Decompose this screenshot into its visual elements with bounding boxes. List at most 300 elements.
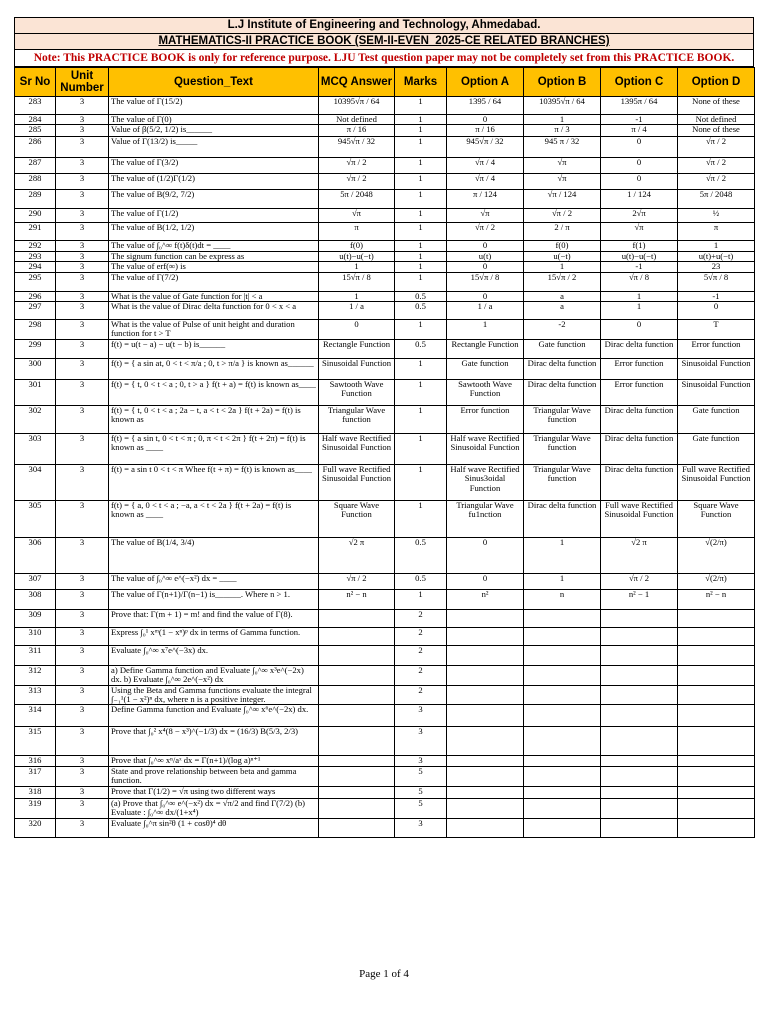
cell-option-d (678, 766, 755, 786)
cell-option-d: Square Wave Function (678, 500, 755, 537)
cell-option-d: Sinusoidal Function (678, 358, 755, 379)
cell-option-a: 1 (447, 320, 524, 340)
cell-option-a (447, 645, 524, 665)
cell-sr-no: 318 (15, 786, 56, 798)
table-row (15, 645, 755, 665)
cell-unit-number: 3 (56, 786, 109, 798)
cell-option-c: n² − 1 (601, 589, 678, 609)
cell-option-a: √π / 4 (447, 158, 524, 174)
table-row (15, 302, 755, 320)
cell-mcq-answer (319, 685, 395, 705)
cell-option-b: Triangular Wave function (524, 433, 601, 464)
table-row (15, 537, 755, 573)
cell-mcq-answer: Triangular Wave function (319, 405, 395, 433)
cell-option-c (601, 798, 678, 818)
cell-unit-number: 3 (56, 405, 109, 433)
cell-option-b: Dirac delta function (524, 358, 601, 379)
cell-sr-no: 313 (15, 685, 56, 705)
table-row (15, 115, 755, 125)
cell-option-d: u(t)+u(−t) (678, 251, 755, 261)
cell-question-text: The value of ∫₀^∞ f(t)δ(t)dt = ____ (109, 241, 319, 251)
cell-option-d: 5√π / 8 (678, 272, 755, 291)
practice-book-sheet (14, 17, 754, 838)
cell-mcq-answer: π / 16 (319, 125, 395, 137)
cell-option-c: -1 (601, 262, 678, 272)
cell-mcq-answer: √π / 2 (319, 158, 395, 174)
cell-option-c (601, 727, 678, 756)
table-row (15, 97, 755, 115)
cell-marks: 2 (395, 627, 447, 645)
table-row (15, 320, 755, 340)
cell-option-a: Gate function (447, 358, 524, 379)
table-row (15, 190, 755, 209)
cell-option-a: 1395 / 64 (447, 97, 524, 115)
cell-option-d: None of these (678, 125, 755, 137)
cell-option-b: √π / 124 (524, 190, 601, 209)
cell-unit-number: 3 (56, 190, 109, 209)
cell-option-a (447, 766, 524, 786)
cell-sr-no: 310 (15, 627, 56, 645)
cell-option-a: 1 / a (447, 302, 524, 320)
cell-option-b: -2 (524, 320, 601, 340)
table-row (15, 756, 755, 766)
cell-question-text: The value of B(9/2, 7/2) (109, 190, 319, 209)
cell-question-text: The value of Γ(n+1)/Γ(n−1) is______. Where n > 1. (109, 589, 319, 609)
cell-option-b: Dirac delta function (524, 500, 601, 537)
cell-marks: 0.5 (395, 302, 447, 320)
cell-option-b (524, 627, 601, 645)
table-row (15, 251, 755, 261)
cell-sr-no: 288 (15, 174, 56, 190)
table-row (15, 818, 755, 837)
cell-sr-no: 293 (15, 251, 56, 261)
cell-unit-number: 3 (56, 609, 109, 627)
cell-question-text: The value of ∫₀^∞ e^(−x²) dx = ____ (109, 573, 319, 589)
cell-option-a: 0 (447, 262, 524, 272)
cell-sr-no: 319 (15, 798, 56, 818)
table-row (15, 500, 755, 537)
cell-option-d: √π / 2 (678, 137, 755, 158)
cell-mcq-answer (319, 609, 395, 627)
cell-option-b: √π / 2 (524, 209, 601, 223)
cell-unit-number: 3 (56, 573, 109, 589)
cell-option-d: Error function (678, 339, 755, 358)
cell-sr-no: 297 (15, 302, 56, 320)
cell-option-c (601, 685, 678, 705)
cell-option-a: Rectangle Function (447, 339, 524, 358)
cell-option-c (601, 627, 678, 645)
cell-mcq-answer: Rectangle Function (319, 339, 395, 358)
cell-mcq-answer (319, 818, 395, 837)
cell-option-a (447, 818, 524, 837)
cell-unit-number: 3 (56, 339, 109, 358)
cell-unit-number: 3 (56, 223, 109, 241)
cell-mcq-answer: 1 (319, 262, 395, 272)
cell-option-b (524, 645, 601, 665)
table-row (15, 405, 755, 433)
cell-option-c: Error function (601, 358, 678, 379)
cell-marks: 1 (395, 320, 447, 340)
cell-unit-number: 3 (56, 665, 109, 685)
col-sr-no: Sr No (15, 68, 56, 97)
cell-mcq-answer: 10395√π / 64 (319, 97, 395, 115)
cell-option-a (447, 627, 524, 645)
cell-marks: 1 (395, 272, 447, 291)
cell-option-b: √π (524, 174, 601, 190)
table-row (15, 137, 755, 158)
cell-marks: 5 (395, 786, 447, 798)
cell-marks: 0.5 (395, 339, 447, 358)
cell-unit-number: 3 (56, 262, 109, 272)
cell-option-c (601, 756, 678, 766)
cell-marks: 1 (395, 97, 447, 115)
cell-option-b: 10395√π / 64 (524, 97, 601, 115)
cell-question-text: What is the value of Pulse of unit height and duration function for t > T (109, 320, 319, 340)
cell-option-a: 0 (447, 573, 524, 589)
cell-option-c: √π / 8 (601, 272, 678, 291)
cell-marks: 5 (395, 766, 447, 786)
cell-unit-number: 3 (56, 589, 109, 609)
cell-option-a: Half wave Rectified Sinusoidal Function (447, 433, 524, 464)
cell-unit-number: 3 (56, 766, 109, 786)
cell-sr-no: 291 (15, 223, 56, 241)
question-table (14, 67, 755, 838)
table-row (15, 272, 755, 291)
cell-question-text: Prove that Γ(1/2) = √π using two different ways (109, 786, 319, 798)
cell-mcq-answer: 1 / a (319, 302, 395, 320)
cell-option-d (678, 727, 755, 756)
cell-sr-no: 308 (15, 589, 56, 609)
cell-sr-no: 298 (15, 320, 56, 340)
cell-option-c: u(t)−u(−t) (601, 251, 678, 261)
cell-option-c: -1 (601, 115, 678, 125)
cell-option-d (678, 786, 755, 798)
cell-option-d (678, 665, 755, 685)
table-row (15, 209, 755, 223)
cell-unit-number: 3 (56, 379, 109, 405)
cell-option-c: Dirac delta function (601, 339, 678, 358)
cell-marks: 1 (395, 137, 447, 158)
cell-unit-number: 3 (56, 645, 109, 665)
cell-mcq-answer: 1 (319, 291, 395, 301)
cell-sr-no: 290 (15, 209, 56, 223)
cell-question-text: The value of B(1/4, 3/4) (109, 537, 319, 573)
col-unit-number: Unit Number (56, 68, 109, 97)
table-row (15, 291, 755, 301)
cell-marks: 1 (395, 464, 447, 500)
cell-question-text: Express ∫₀¹ xᵐ(1 − xⁿ)ᵖ dx in terms of Gamma function. (109, 627, 319, 645)
cell-option-a: Sawtooth Wave Function (447, 379, 524, 405)
cell-sr-no: 317 (15, 766, 56, 786)
col-option-c: Option C (601, 68, 678, 97)
cell-question-text: f(t) = { a, 0 < t < a ; −a, a < t < 2a } f(t + 2a) = f(t) is known as ____ (109, 500, 319, 537)
cell-option-b: 15√π / 2 (524, 272, 601, 291)
cell-option-d: -1 (678, 291, 755, 301)
cell-option-d: Gate function (678, 405, 755, 433)
cell-mcq-answer: n² − n (319, 589, 395, 609)
table-row (15, 158, 755, 174)
cell-mcq-answer: 15√π / 8 (319, 272, 395, 291)
cell-marks: 3 (395, 727, 447, 756)
cell-mcq-answer (319, 756, 395, 766)
cell-option-b (524, 665, 601, 685)
cell-unit-number: 3 (56, 627, 109, 645)
cell-option-b (524, 756, 601, 766)
cell-option-b: 2 / π (524, 223, 601, 241)
cell-question-text: Define Gamma function and Evaluate ∫₀^∞ x⁶e^(−2x) dx. (109, 705, 319, 727)
cell-marks: 1 (395, 190, 447, 209)
cell-question-text: The value of erf(∞) is (109, 262, 319, 272)
cell-sr-no: 320 (15, 818, 56, 837)
cell-unit-number: 3 (56, 125, 109, 137)
cell-unit-number: 3 (56, 137, 109, 158)
cell-option-c: Dirac delta function (601, 405, 678, 433)
cell-marks: 2 (395, 665, 447, 685)
cell-option-d: Sinusoidal Function (678, 379, 755, 405)
cell-sr-no: 304 (15, 464, 56, 500)
cell-marks: 3 (395, 705, 447, 727)
table-header-row (15, 68, 755, 97)
cell-option-c: 1 / 124 (601, 190, 678, 209)
cell-marks: 1 (395, 251, 447, 261)
cell-mcq-answer: 5π / 2048 (319, 190, 395, 209)
table-row (15, 727, 755, 756)
cell-sr-no: 299 (15, 339, 56, 358)
cell-option-b: u(−t) (524, 251, 601, 261)
cell-option-b: f(0) (524, 241, 601, 251)
cell-question-text: The signum function can be express as (109, 251, 319, 261)
cell-marks: 2 (395, 645, 447, 665)
cell-question-text: f(t) = { t, 0 < t < a ; 0, t > a } f(t + a) = f(t) is known as____ (109, 379, 319, 405)
cell-option-d (678, 645, 755, 665)
cell-option-d: Gate function (678, 433, 755, 464)
cell-option-b (524, 705, 601, 727)
cell-option-c: Dirac delta function (601, 464, 678, 500)
cell-mcq-answer: u(t)−u(−t) (319, 251, 395, 261)
cell-option-d: √π / 2 (678, 158, 755, 174)
cell-option-c: Full wave Rectified Sinusoidal Function (601, 500, 678, 537)
cell-sr-no: 296 (15, 291, 56, 301)
cell-option-c: 1 (601, 291, 678, 301)
table-row (15, 379, 755, 405)
cell-option-a: π / 16 (447, 125, 524, 137)
cell-option-b: 1 (524, 537, 601, 573)
cell-option-d: ½ (678, 209, 755, 223)
cell-sr-no: 309 (15, 609, 56, 627)
cell-question-text: Value of β(5/2, 1/2) is______ (109, 125, 319, 137)
cell-marks: 1 (395, 125, 447, 137)
cell-option-a: n² (447, 589, 524, 609)
cell-mcq-answer: 945√π / 32 (319, 137, 395, 158)
table-row (15, 339, 755, 358)
cell-marks: 1 (395, 379, 447, 405)
cell-question-text: Evaluate ∫₀^π sin²θ (1 + cosθ)⁴ dθ (109, 818, 319, 837)
cell-option-c: √π (601, 223, 678, 241)
cell-sr-no: 302 (15, 405, 56, 433)
cell-question-text: State and prove relationship between beta and gamma function. (109, 766, 319, 786)
cell-sr-no: 307 (15, 573, 56, 589)
cell-option-c (601, 705, 678, 727)
cell-marks: 1 (395, 358, 447, 379)
cell-marks: 2 (395, 685, 447, 705)
cell-mcq-answer: Sinusoidal Function (319, 358, 395, 379)
cell-option-a: u(t) (447, 251, 524, 261)
cell-option-a: √π / 4 (447, 174, 524, 190)
cell-sr-no: 295 (15, 272, 56, 291)
cell-option-a: Half wave Rectified Sinus3oidal Function (447, 464, 524, 500)
cell-question-text: The value of Γ(15/2) (109, 97, 319, 115)
book-title: MATHEMATICS-II PRACTICE BOOK (SEM-II-EVEN_2025-CE RELATED BRANCHES) (14, 34, 754, 50)
cell-option-c: Error function (601, 379, 678, 405)
cell-question-text: Prove that: Γ(m + 1) = m! and find the value of Γ(8). (109, 609, 319, 627)
cell-sr-no: 301 (15, 379, 56, 405)
table-row (15, 665, 755, 685)
cell-question-text: a) Define Gamma function and Evaluate ∫₀^∞ x³e^(−2x) dx. b) Evaluate ∫₀^∞ 2e^(−x²) dx (109, 665, 319, 685)
cell-option-a: Error function (447, 405, 524, 433)
cell-question-text: The value of Γ(3/2) (109, 158, 319, 174)
cell-option-d: √(2/π) (678, 537, 755, 573)
question-rows (15, 97, 755, 838)
cell-option-c: 0 (601, 320, 678, 340)
cell-mcq-answer: Sawtooth Wave Function (319, 379, 395, 405)
cell-marks: 0.5 (395, 573, 447, 589)
cell-sr-no: 289 (15, 190, 56, 209)
cell-unit-number: 3 (56, 291, 109, 301)
cell-unit-number: 3 (56, 241, 109, 251)
cell-option-a (447, 685, 524, 705)
cell-option-c: 0 (601, 158, 678, 174)
cell-option-d (678, 818, 755, 837)
cell-marks: 1 (395, 262, 447, 272)
cell-unit-number: 3 (56, 320, 109, 340)
cell-marks: 3 (395, 818, 447, 837)
table-row (15, 786, 755, 798)
cell-question-text: f(t) = u(t − a) − u(t − b) is______ (109, 339, 319, 358)
cell-sr-no: 306 (15, 537, 56, 573)
cell-mcq-answer (319, 766, 395, 786)
col-mcq-answer: MCQ Answer (319, 68, 395, 97)
cell-marks: 1 (395, 174, 447, 190)
cell-unit-number: 3 (56, 433, 109, 464)
cell-marks: 1 (395, 433, 447, 464)
cell-question-text: What is the value of Dirac delta function for 0 < x < a (109, 302, 319, 320)
cell-option-a (447, 665, 524, 685)
cell-option-a: 945√π / 32 (447, 137, 524, 158)
cell-option-d: n² − n (678, 589, 755, 609)
cell-sr-no: 314 (15, 705, 56, 727)
cell-unit-number: 3 (56, 358, 109, 379)
cell-option-b (524, 786, 601, 798)
cell-sr-no: 287 (15, 158, 56, 174)
cell-marks: 2 (395, 609, 447, 627)
col-option-a: Option A (447, 68, 524, 97)
cell-option-c (601, 818, 678, 837)
cell-mcq-answer (319, 645, 395, 665)
col-option-b: Option B (524, 68, 601, 97)
cell-marks: 0.5 (395, 291, 447, 301)
cell-sr-no: 311 (15, 645, 56, 665)
cell-option-b: n (524, 589, 601, 609)
cell-option-b (524, 685, 601, 705)
cell-option-b: Triangular Wave function (524, 464, 601, 500)
col-marks: Marks (395, 68, 447, 97)
cell-option-d: Not defined (678, 115, 755, 125)
cell-unit-number: 3 (56, 174, 109, 190)
cell-marks: 1 (395, 209, 447, 223)
table-row (15, 798, 755, 818)
table-row (15, 358, 755, 379)
cell-sr-no: 294 (15, 262, 56, 272)
cell-unit-number: 3 (56, 727, 109, 756)
cell-sr-no: 300 (15, 358, 56, 379)
table-row (15, 241, 755, 251)
cell-question-text: f(t) = a sin t 0 < t < π Whee f(t + π) = f(t) is known as____ (109, 464, 319, 500)
cell-mcq-answer: √2 π (319, 537, 395, 573)
cell-question-text: Prove that ∫₀² x⁴(8 − x³)^(−1/3) dx = (16/3) B(5/3, 2/3) (109, 727, 319, 756)
cell-marks: 1 (395, 115, 447, 125)
cell-unit-number: 3 (56, 685, 109, 705)
table-row (15, 685, 755, 705)
cell-option-a (447, 798, 524, 818)
cell-option-b: 945 π / 32 (524, 137, 601, 158)
cell-mcq-answer (319, 705, 395, 727)
cell-option-b: a (524, 291, 601, 301)
cell-option-c: √2 π (601, 537, 678, 573)
cell-unit-number: 3 (56, 251, 109, 261)
cell-option-a (447, 705, 524, 727)
table-row (15, 705, 755, 727)
cell-sr-no: 286 (15, 137, 56, 158)
table-row (15, 262, 755, 272)
cell-question-text: The value of (1/2)Γ(1/2) (109, 174, 319, 190)
cell-sr-no: 283 (15, 97, 56, 115)
cell-option-b: Dirac delta function (524, 379, 601, 405)
cell-question-text: What is the value of Gate function for |t| < a (109, 291, 319, 301)
cell-mcq-answer (319, 627, 395, 645)
cell-unit-number: 3 (56, 798, 109, 818)
cell-marks: 1 (395, 158, 447, 174)
cell-option-d (678, 756, 755, 766)
cell-question-text: The value of Γ(7/2) (109, 272, 319, 291)
table-row (15, 627, 755, 645)
cell-question-text: The value of B(1/2, 1/2) (109, 223, 319, 241)
cell-option-a: √π / 2 (447, 223, 524, 241)
cell-unit-number: 3 (56, 209, 109, 223)
cell-marks: 5 (395, 798, 447, 818)
cell-option-c: 0 (601, 137, 678, 158)
page-number: Page 1 of 4 (359, 968, 409, 980)
cell-option-b: 1 (524, 573, 601, 589)
cell-option-b (524, 766, 601, 786)
table-row (15, 174, 755, 190)
cell-mcq-answer: √π (319, 209, 395, 223)
cell-option-c (601, 645, 678, 665)
cell-option-a (447, 786, 524, 798)
cell-option-b: 1 (524, 115, 601, 125)
cell-question-text: f(t) = { t, 0 < t < a ; 2a − t, a < t < 2a } f(t + 2a) = f(t) is known as (109, 405, 319, 433)
table-row (15, 573, 755, 589)
cell-mcq-answer: Not defined (319, 115, 395, 125)
cell-option-d (678, 705, 755, 727)
cell-sr-no: 303 (15, 433, 56, 464)
cell-option-a: 0 (447, 291, 524, 301)
cell-unit-number: 3 (56, 818, 109, 837)
cell-question-text: (a) Prove that ∫₀^∞ e^(−x²) dx = √π/2 and find Γ(7/2) (b) Evaluate : ∫₀^∞ dx/(1+x⁴) (109, 798, 319, 818)
cell-option-c: √π / 2 (601, 573, 678, 589)
cell-option-c (601, 609, 678, 627)
cell-sr-no: 316 (15, 756, 56, 766)
cell-option-b (524, 818, 601, 837)
